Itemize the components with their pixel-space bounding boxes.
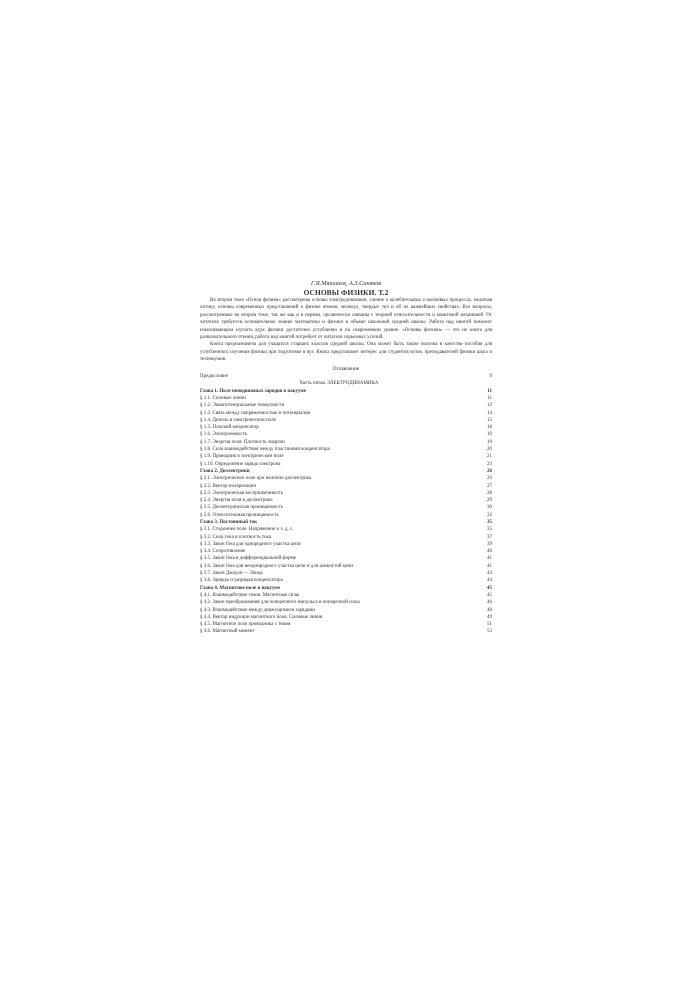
toc-entry-label: Предисловие (200, 374, 228, 380)
toc-entry-label: § 2.1. Электрическое поле при наличии диэлектрика (200, 476, 312, 482)
toc-entry-label: § 4.2. Закон преобразования для поперечного импульса и поперечной силы (200, 600, 360, 606)
toc-entry-label: § 3.3. Закон Ома для однородного участка цепи (200, 541, 301, 547)
toc-entry-label: Часть пятая. ЭЛЕКТРОДИНАМИКА (299, 381, 379, 387)
toc-entry (200, 607, 492, 614)
toc-entry-label: § 3.2. Сила тока и плотность тока (200, 534, 272, 540)
toc-entry-label: § 3.7. Закон Джоуля — Ленца (200, 571, 263, 577)
toc-entry (200, 563, 492, 570)
toc-entry (200, 380, 492, 387)
annotation-paragraph: Книга предназначена для учащихся старших классов средней школы. Она может быть также полезна в качестве пособия для углубленного изучения физики при подготовке в вуз. Книга представляет интерес для студентов вузов, преподавателей физики школ и техникумов. (200, 342, 492, 363)
toc-entry-page: 41 (487, 563, 492, 569)
toc-entry-page: 35 (487, 527, 492, 533)
toc-entry (200, 468, 492, 475)
toc-entry-page: 27 (487, 483, 492, 489)
toc-entry-label: § 4.4. Вектор индукции магнитного поля. Силовые линии (200, 614, 323, 620)
toc-entry-label: § 2.2. Вектор поляризации (200, 483, 257, 489)
toc-entry-label: Глава 1. Поле неподвижных зарядов в вакууме (200, 388, 306, 394)
toc-entry-page: 19 (487, 432, 492, 438)
toc-entry-page: 39 (487, 541, 492, 547)
toc-entry (200, 475, 492, 482)
toc-entry (200, 504, 492, 511)
toc-entry-page: 40 (487, 549, 492, 555)
toc-entry (200, 461, 492, 468)
toc-entry-label: § 1.10. Определение заряда электрона (200, 461, 281, 467)
toc-entry-label: § 3.5. Закон Ома в дифференциальной форме (200, 556, 296, 562)
toc-entry-label: § 4.6. Магнитный момент (200, 629, 255, 635)
toc-entry (200, 541, 492, 548)
toc-entry (200, 585, 492, 592)
toc-entry-label: § 1.1. Силовые линии (200, 395, 246, 401)
toc-entry (200, 373, 492, 380)
toc-entry-page: 46 (487, 600, 492, 606)
toc-entry (200, 424, 492, 431)
document-title: ОСНОВЫ ФИЗИКИ. Т.2 (303, 288, 389, 297)
toc-entry (200, 519, 492, 526)
toc-entry (200, 395, 492, 402)
toc-entry-page: 41 (487, 556, 492, 562)
toc-entry-label: § 1.6. Электроемкость (200, 432, 247, 438)
table-of-contents (200, 373, 492, 636)
toc-entry-page: 20 (487, 447, 492, 453)
toc-entry-label: § 3.4. Сопротивление (200, 549, 246, 555)
toc-entry (200, 534, 492, 541)
toc-entry-page: 11 (487, 395, 492, 401)
toc-entry (200, 417, 492, 424)
toc-entry-page: 37 (487, 534, 492, 540)
toc-entry-label: § 1.3. Связь между напряженностью и потенциалом (200, 410, 311, 416)
toc-entry-page: 49 (487, 614, 492, 620)
toc-entry (200, 490, 492, 497)
toc-entry-page: 45 (487, 585, 492, 591)
toc-entry (200, 599, 492, 606)
toc-entry-label: § 1.5. Плоский конденсатор (200, 425, 259, 431)
toc-entry-page: 12 (487, 403, 492, 409)
toc-entry-label: § 3.1. Стороннее поле. Напряжение и э. д. с. (200, 527, 294, 533)
toc-entry-label: § 1.8. Сила взаимодействия между пластинами конденсатора (200, 447, 330, 453)
toc-entry-page: 29 (487, 498, 492, 504)
toc-entry-label: § 2.6. Относительная проницаемость (200, 512, 279, 518)
toc-entry-page: 35 (487, 520, 492, 525)
toc-entry-page: 43 (487, 571, 492, 577)
toc-entry-label: § 4.5. Магнитное поле проводника с током (200, 622, 291, 628)
toc-entry-label: § 2.4. Энергия поля в диэлектрике (200, 498, 273, 504)
toc-entry-label: § 4.1. Взаимодействие токов. Магнитные силы (200, 592, 300, 598)
toc-entry (200, 446, 492, 453)
toc-entry (200, 402, 492, 409)
toc-entry-page: 19 (487, 439, 492, 445)
toc-entry-page: 18 (487, 425, 492, 431)
toc-entry-label: § 2.5. Диэлектрическая проницаемость (200, 505, 283, 511)
toc-entry-page: 53 (487, 629, 492, 635)
toc-entry-page: 26 (487, 468, 492, 474)
toc-entry-page: 28 (487, 490, 492, 496)
toc-entry-label: § 3.6. Закон Ома для неоднородного участка цепи и для замкнутой цепи (200, 563, 354, 569)
toc-entry (200, 592, 492, 599)
toc-entry-page: 15 (487, 417, 492, 423)
toc-entry-page: 48 (487, 607, 492, 613)
toc-entry (200, 497, 492, 504)
toc-entry (200, 431, 492, 438)
toc-entry-page: 26 (487, 476, 492, 482)
toc-entry-label: Глава 4. Магнитное поле в вакууме (200, 585, 281, 591)
toc-entry-page (478, 380, 492, 387)
toc-entry-label: § 4.3. Взаимодействие между движущимися зарядами (200, 607, 315, 613)
toc-entry (200, 577, 492, 584)
toc-entry-page: 14 (487, 410, 492, 416)
toc-entry (200, 628, 492, 635)
toc-entry-page: 11 (487, 388, 492, 394)
annotation-paragraph: Во втором томе «Основ физики» рассмотрены основы электродинамики, учение о колебательных и волновых процессах, включая оптику, основы современных представлений о физике атомов, молекул, твердых тел и об их важнейших свойствах. Все вопросы, рассмотренные во втором томе, так же как и в первом, органически связаны с теорией относительности и квантовой механикой. От читателя требуется основательное знание математики и физики в объеме школьной средней школы. Работа над книгой поможет изыскивающим изучить курс физики достаточно углубленно и на современном уровне. «Основы физики» — это не книга для развлекательного чтения, работа над книгой потребует от читателя серьезных усилий. (200, 298, 492, 341)
toc-entry-label: Глава 3. Постоянный ток (200, 520, 258, 525)
toc-entry-label: § 1.7. Энергия поля. Плотность энергии (200, 439, 285, 445)
toc-entry (200, 512, 492, 519)
toc-entry-label: § 1.9. Проводник в электрическом поле (200, 454, 284, 460)
toc-entry-label: § 2.3. Электрическая восприимчивость (200, 490, 284, 496)
toc-entry-label: Глава 2. Диэлектрики (200, 468, 250, 474)
toc-entry (200, 614, 492, 621)
toc-entry (200, 548, 492, 555)
toc-entry-page: 30 (487, 505, 492, 511)
toc-entry-label: § 3.8. Зарядка и разрядка конденсатора (200, 578, 283, 584)
toc-entry-page: 9 (489, 374, 492, 380)
toc-entry (200, 526, 492, 533)
toc-entry (200, 388, 492, 395)
toc-entry (200, 410, 492, 417)
toc-entry-page: 32 (487, 512, 492, 518)
toc-entry-page: 21 (487, 454, 492, 460)
toc-entry (200, 483, 492, 490)
toc-entry (200, 621, 492, 628)
toc-entry (200, 439, 492, 446)
toc-entry (200, 555, 492, 562)
toc-title: Оглавление (332, 365, 360, 372)
toc-entry-label: § 1.4. Диполь в электрическом поле (200, 417, 276, 423)
toc-entry (200, 453, 492, 460)
document-authors: Г.Я.Мякишев, А.З.Синяков (310, 280, 382, 287)
document-sheet (200, 280, 492, 636)
toc-entry-page: 23 (487, 461, 492, 467)
toc-entry (200, 570, 492, 577)
toc-entry-page: 45 (487, 592, 492, 598)
toc-entry-label: § 1.2. Эквипотенциальные поверхности (200, 403, 285, 409)
toc-entry-page: 51 (487, 622, 492, 628)
toc-entry-page: 44 (487, 578, 492, 584)
